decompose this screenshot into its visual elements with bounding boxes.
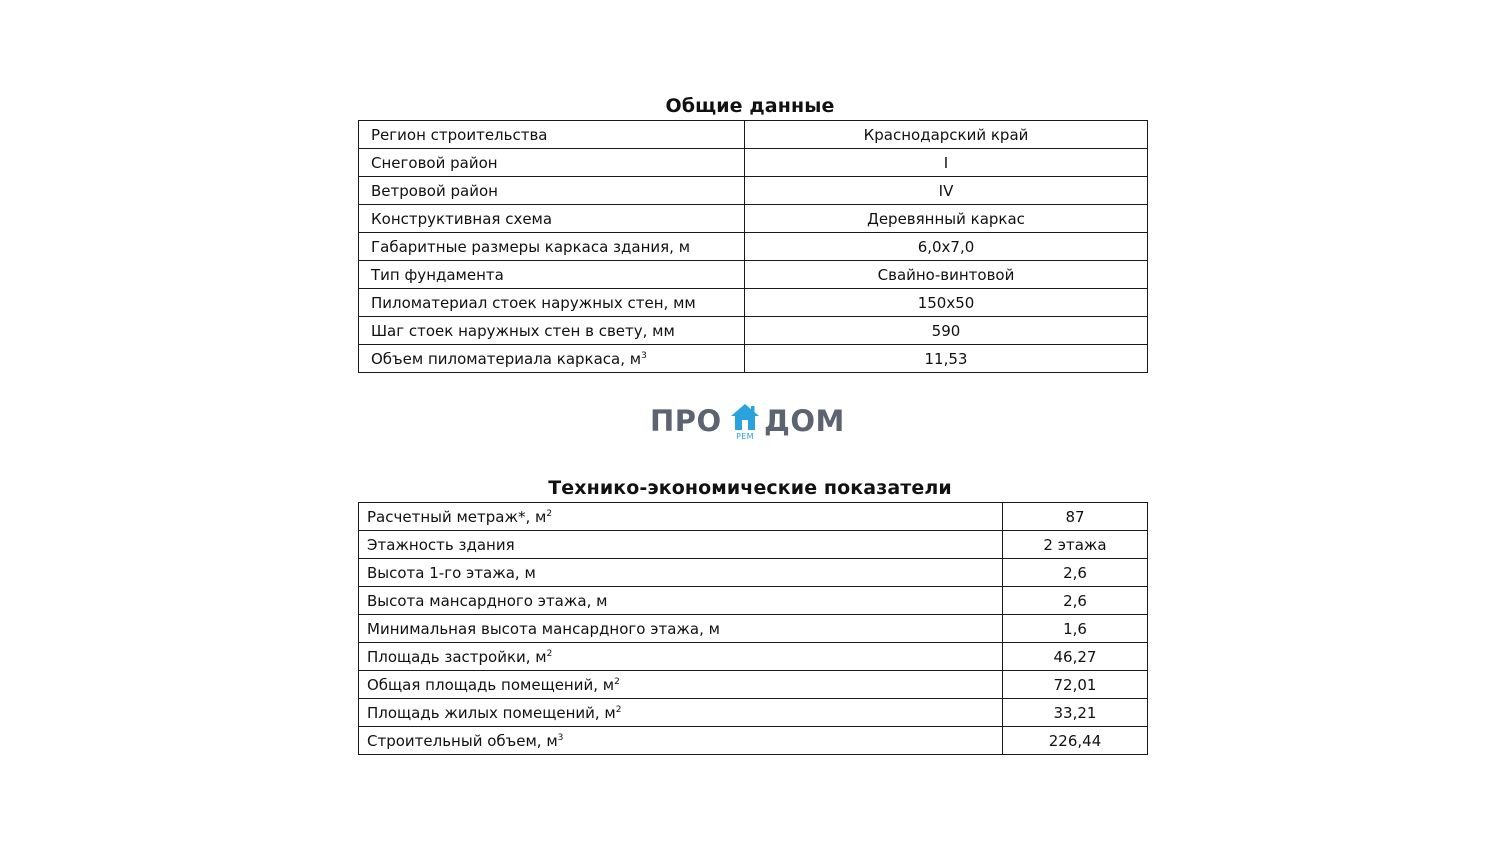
house-icon xyxy=(729,401,761,433)
unit-superscript: 2 xyxy=(614,676,620,687)
row-value: I xyxy=(745,149,1148,177)
table-row xyxy=(359,317,1148,345)
row-label: Ветровой район xyxy=(359,177,745,205)
table-row xyxy=(359,289,1148,317)
row-label: Расчетный метраж*, $м^2$ xyxy=(359,503,1003,531)
tech-indicators-title: Технико-экономические показатели xyxy=(548,477,952,499)
row-label: Этажность здания xyxy=(359,531,1003,559)
row-label: Строительный объем, $м^3$ xyxy=(359,727,1003,755)
table-row xyxy=(359,559,1148,587)
unit-superscript: 3 xyxy=(557,732,564,743)
table-row xyxy=(359,177,1148,205)
row-label: Общая площадь помещений, $м^2$ xyxy=(359,671,1003,699)
table-row xyxy=(359,587,1148,615)
row-value: Деревянный каркас xyxy=(745,205,1148,233)
prodom-logo xyxy=(648,401,852,445)
logo-sub: РЕМ xyxy=(736,432,754,441)
table-row xyxy=(359,345,1148,373)
row-value: 590 xyxy=(745,317,1148,345)
row-label: Шаг стоек наружных стен в свету, мм xyxy=(359,317,745,345)
row-label: Тип фундамента xyxy=(359,261,745,289)
row-value: 1,6 xyxy=(1003,615,1148,643)
row-value: 33,21 xyxy=(1003,699,1148,727)
unit-superscript: 3 xyxy=(641,350,647,361)
row-label: Минимальная высота мансардного этажа, м xyxy=(359,615,1003,643)
unit-superscript: 2 xyxy=(546,648,553,659)
row-label: Площадь жилых помещений, $м^2$ xyxy=(359,699,1003,727)
tech-indicators-table xyxy=(358,502,1148,755)
unit-superscript: 2 xyxy=(546,508,553,519)
row-label: Пиломатериал стоек наружных стен, мм xyxy=(359,289,745,317)
table-row xyxy=(359,503,1148,531)
row-value: 226,44 xyxy=(1003,727,1148,755)
row-label: Регион строительства xyxy=(359,121,745,149)
row-value: IV xyxy=(745,177,1148,205)
table-row xyxy=(359,531,1148,559)
row-label: Снеговой район xyxy=(359,149,745,177)
row-value: 2,6 xyxy=(1003,559,1148,587)
general-data-title: Общие данные xyxy=(665,95,835,117)
row-label: Высота 1-го этажа, м xyxy=(359,559,1003,587)
row-label: Высота мансардного этажа, м xyxy=(359,587,1003,615)
unit-superscript: 2 xyxy=(615,704,622,715)
row-value: 2 этажа xyxy=(1003,531,1148,559)
table-row xyxy=(359,643,1148,671)
table-row xyxy=(359,149,1148,177)
table-row xyxy=(359,233,1148,261)
logo-word-left: ПРО xyxy=(650,404,722,438)
row-value: 87 xyxy=(1003,503,1148,531)
row-value: 150x50 xyxy=(745,289,1148,317)
row-label: Габаритные размеры каркаса здания, м xyxy=(359,233,745,261)
table-row xyxy=(359,261,1148,289)
table-row xyxy=(359,205,1148,233)
row-value: Свайно-винтовой xyxy=(745,261,1148,289)
row-value: 6,0x7,0 xyxy=(745,233,1148,261)
table-row xyxy=(359,121,1148,149)
row-value: 46,27 xyxy=(1003,643,1148,671)
row-label: Конструктивная схема xyxy=(359,205,745,233)
table-row xyxy=(359,699,1148,727)
row-value: 72,01 xyxy=(1003,671,1148,699)
table-row xyxy=(359,727,1148,755)
table-row xyxy=(359,615,1148,643)
row-label: Площадь застройки, $м^2$ xyxy=(359,643,1003,671)
row-value: 2,6 xyxy=(1003,587,1148,615)
row-label: Объем пиломатериала каркаса, $м^3$ xyxy=(359,345,745,373)
row-value: 11,53 xyxy=(745,345,1148,373)
general-data-table xyxy=(358,120,1148,373)
row-value: Краснодарский край xyxy=(745,121,1148,149)
logo-word-right: ДОМ xyxy=(764,404,845,438)
table-row xyxy=(359,671,1148,699)
